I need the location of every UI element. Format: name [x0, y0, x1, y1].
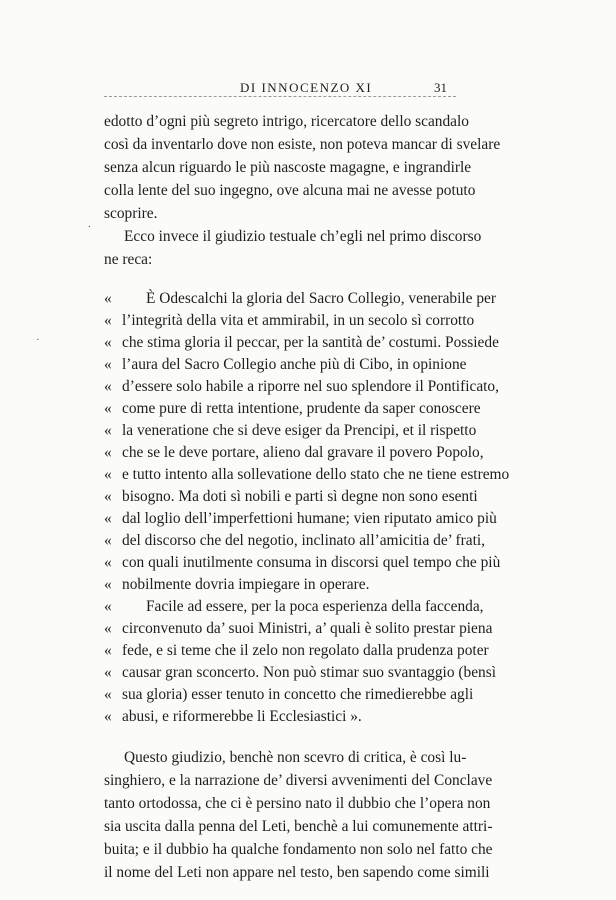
- quote-text: l’aura del Sacro Collegio anche più di Cibo, in opinione: [122, 356, 467, 373]
- quote-line: [104, 553, 501, 573]
- quote-line: [104, 377, 499, 397]
- text-line: senza alcun riguardo le più nascoste magagne, e ingrandirle: [104, 159, 472, 176]
- quote-text: sua gloria) esser tenuto in concetto che rimedierebbe agli: [122, 686, 474, 703]
- text-line: scoprire.: [104, 205, 158, 222]
- quote-text: causar gran sconcerto. Non può stimar suo svantaggio (bensì: [122, 664, 496, 681]
- quote-line: [104, 487, 478, 507]
- quote-line: [104, 465, 510, 485]
- quote-line: [104, 685, 474, 705]
- text-line: tanto ortodossa, che ci è persino nato il dubbio che l’opera non: [104, 795, 491, 812]
- quote-text: che se le deve portare, alieno dal gravare il povero Popolo,: [122, 444, 484, 461]
- text-line: buita; e il dubbio ha qualche fondamento non solo nel fatto che: [104, 841, 493, 858]
- guillemet: «: [104, 510, 112, 527]
- guillemet: «: [104, 554, 112, 571]
- guillemet: «: [104, 708, 112, 725]
- quote-text: fede, e si teme che il zelo non regolato dalla prudenza poter: [122, 642, 489, 659]
- text-line: singhiero, e la narrazione de’ diversi avvenimenti del Conclave: [104, 772, 493, 789]
- text-line: il nome del Leti non appare nel testo, ben sapendo come simili: [104, 864, 490, 881]
- guillemet: «: [104, 422, 112, 439]
- guillemet: «: [104, 686, 112, 703]
- guillemet: «: [104, 356, 112, 373]
- guillemet: «: [104, 488, 112, 505]
- quote-line: [104, 421, 477, 441]
- quote-text: e tutto intento alla sollevatione dello stato che ne tiene estremo: [122, 466, 510, 483]
- quote-line: [104, 399, 481, 419]
- text-line: sia uscita dalla penna del Leti, benchè a lui comunemente attri-: [104, 818, 493, 835]
- guillemet: «: [104, 334, 112, 351]
- text-line: Questo giudizio, benchè non scevro di critica, è così lu-: [124, 749, 467, 766]
- quote-text: con quali inutilmente consuma in discorsi quel tempo che più: [122, 554, 501, 571]
- quote-text: che stima gloria il peccar, per la santità de’ costumi. Possiede: [122, 334, 499, 351]
- text-line: colla lente del suo ingegno, ove alcuna mai ne avesse potuto: [104, 182, 476, 199]
- text-line: così da inventarlo dove non esiste, non poteva mancar di svelare: [104, 136, 501, 153]
- quote-line: [104, 663, 496, 683]
- running-title: DI INNOCENZO XI: [240, 80, 373, 95]
- quote-line: [104, 333, 499, 353]
- page-header: [0, 80, 616, 100]
- guillemet: «: [104, 466, 112, 483]
- quote-line: [104, 289, 497, 309]
- quote-text: dal loglio dell’imperfettioni humane; vien riputato amico più: [122, 510, 497, 527]
- header-rule: [104, 96, 456, 97]
- quote-text: Facile ad essere, per la poca esperienza della faccenda,: [146, 598, 484, 615]
- quote-text: abusi, e riformerebbe li Ecclesiastici ».: [122, 708, 362, 725]
- quote-line: [104, 355, 467, 375]
- quote-line: [104, 597, 484, 617]
- quote-line: [104, 641, 489, 661]
- quote-line: [104, 531, 485, 551]
- quote-line: [104, 707, 460, 727]
- text-line: edotto d’ogni più segreto intrigo, ricercatore dello scandalo: [104, 113, 469, 130]
- guillemet: «: [104, 444, 112, 461]
- guillemet: «: [104, 532, 112, 549]
- quote-text: nobilmente dovria impiegare in operare.: [122, 576, 370, 593]
- quote-text: come pure di retta intentione, prudente da saper conoscere: [122, 400, 481, 417]
- guillemet: «: [104, 664, 112, 681]
- guillemet: «: [104, 620, 112, 637]
- quote-line: [104, 311, 475, 331]
- page-number: 31: [434, 80, 447, 95]
- quote-text: l’integrità della vita et ammirabil, in un secolo sì corrotto: [122, 312, 475, 329]
- guillemet: «: [104, 400, 112, 417]
- quote-text: È Odescalchi la gloria del Sacro Collegio, venerabile per: [146, 290, 497, 307]
- guillemet: «: [104, 290, 112, 307]
- text-line: Ecco invece il giudizio testuale ch’egli nel primo discorso: [124, 228, 482, 245]
- quote-line: [104, 443, 484, 463]
- quote-text: d’essere solo habile a riporre nel suo splendore il Pontificato,: [122, 378, 499, 395]
- scan-speck: ·: [36, 334, 40, 346]
- text-line: ne reca:: [104, 251, 153, 268]
- quote-text: circonvenuto da’ suoi Ministri, a’ quali è solito prestar piena: [122, 620, 493, 637]
- quote-line: [104, 575, 460, 595]
- quote-line: [104, 619, 493, 639]
- guillemet: «: [104, 576, 112, 593]
- quote-line: [104, 509, 497, 529]
- guillemet: «: [104, 312, 112, 329]
- guillemet: «: [104, 642, 112, 659]
- quote-text: del discorso che del negotio, inclinato all’amicitia de’ frati,: [122, 532, 485, 549]
- guillemet: «: [104, 378, 112, 395]
- guillemet: «: [104, 598, 112, 615]
- scan-speck: .: [88, 218, 91, 230]
- quote-text: la veneratione che si deve esiger da Prencipi, et il rispetto: [122, 422, 477, 439]
- quote-text: bisogno. Ma doti sì nobili e parti sì degne non sono esenti: [122, 488, 478, 505]
